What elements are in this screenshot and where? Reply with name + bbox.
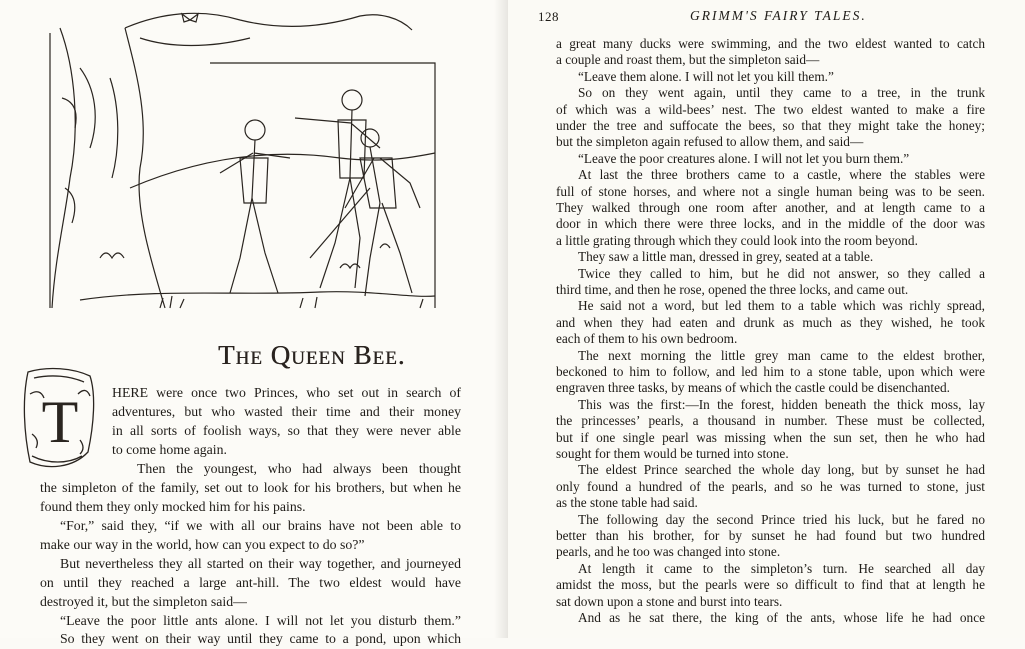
text-line: Then the youngest, who had always been thought (137, 461, 461, 476)
text-line: to come home again. (112, 442, 227, 457)
left-page (0, 0, 508, 646)
text-line: only found a hundred of the pearls, and so he was turned to stone, just (556, 478, 985, 494)
text-line: pearls, and he too was changed into stone. (556, 544, 781, 560)
running-title: GRIMM'S FAIRY TALES. (690, 8, 867, 23)
text-line: They saw a little man, dressed in grey, seated at a table. (578, 249, 874, 265)
text-line: and when they had eaten and drunk as much as they wished, he took (556, 314, 985, 330)
text-line: HERE were once two Princes, who set out in search of (112, 385, 461, 400)
text-line: At last the three brothers came to a castle, where the stables were (578, 167, 985, 183)
page-number: 128 (538, 9, 559, 24)
text-line: found them they only mocked him for his pains. (40, 499, 306, 514)
text-line: destroyed it, but the simpleton said— (40, 594, 247, 609)
text-line: but the simpleton again refused to allow them, and said— (556, 134, 864, 150)
text-line: amidst the moss, but the pearls were so difficult to find that at length he (556, 577, 985, 593)
text-line: but if one single pearl was missing when the sun set, then he who had (556, 429, 985, 445)
text-line: of which was a wild-bees’ nest. The two eldest wanted to make a fire (556, 101, 985, 117)
text-line: “Leave the poor little ants alone. I will not let you disturb them.” (60, 613, 461, 628)
text-line: “Leave them alone. I will not let you kill them.” (578, 68, 834, 84)
text-line: But nevertheless they all started on their way together, and journeyed (60, 556, 461, 571)
text-line: under the tree and suffocate the bees, so that they might take the honey; (556, 118, 985, 133)
illustration-three-princes (40, 8, 470, 328)
text-line: engraven three tasks, by means of which the castle could be disenchanted. (556, 380, 950, 396)
text-line: Twice they called to him, but he did not answer, so they called a (578, 265, 985, 281)
text-line: a couple and roast them, but the simpleton said— (556, 52, 820, 68)
text-line: each of them to his own bedroom. (556, 331, 738, 347)
text-line: door in which there were three locks, and in the middle of the door was (556, 216, 985, 232)
text-line: sat down upon a stone and burst into tears. (556, 593, 783, 609)
text-line: At length it came to the simpleton’s turn. He searched all day (578, 560, 985, 576)
text-line: The eldest Prince searched the whole day long, but by sunset he had (578, 462, 985, 478)
text-line: adventures, but who wasted their time and their money (112, 404, 461, 419)
text-line: “Leave the poor creatures alone. I will not let you burn them.” (578, 150, 910, 166)
text-line: full of stone horses, and where not a single human being was to be seen. (556, 183, 985, 199)
text-line: So on they went again, until they came to a tree, in the trunk (578, 85, 985, 101)
dropcap-letter: T (41, 389, 79, 455)
text-line: third time, and then he rose, opened the three locks, and came out. (556, 282, 909, 297)
text-line: as the stone table had said. (556, 495, 698, 511)
text-line: make our way in the world, how can you expect to do so?” (40, 537, 365, 552)
text-line: on until they reached a large ant-hill. The two eldest would have (40, 575, 461, 590)
text-line: the simpleton of the family, set out to look for his brothers, but when he (40, 480, 461, 495)
text-line: in all sorts of foolish ways, so that they were never able (112, 423, 461, 438)
text-line: “For,” said they, “if we with all our brains have not been able to (60, 518, 461, 533)
text-line: the princesses’ pearls, a thousand in number. These must be collected, (556, 413, 985, 429)
text-line: The following day the second Prince tried his luck, but he fared no (578, 511, 985, 527)
text-line: So they went on their way until they came to a pond, upon which (60, 631, 461, 646)
text-line: He said not a word, but led them to a table which was richly spread, (578, 298, 985, 314)
text-line: a little grating through which they could look into the room beyond. (556, 232, 918, 248)
text-line: The next morning the little grey man came to the eldest brother, (578, 347, 985, 363)
text-line: beckoned to him to follow, and led him to a stone table, upon which were (556, 364, 985, 379)
text-line: This was the first:—In the forest, hidden beneath the thick moss, lay (578, 396, 985, 412)
ornamental-dropcap (18, 364, 100, 474)
text-line: And as he sat there, the king of the ants, whose life he had once (578, 610, 985, 625)
text-line: a great many ducks were swimming, and the two eldest wanted to catch (556, 36, 985, 51)
text-line: They walked through one room after another, and at length came to a (556, 200, 985, 215)
text-line: sought for them would be turned into stone. (556, 446, 789, 461)
text-line: better than his brother, for by sunset he had found but two hundred (556, 528, 985, 543)
story-title: The Queen Bee. (218, 340, 406, 370)
